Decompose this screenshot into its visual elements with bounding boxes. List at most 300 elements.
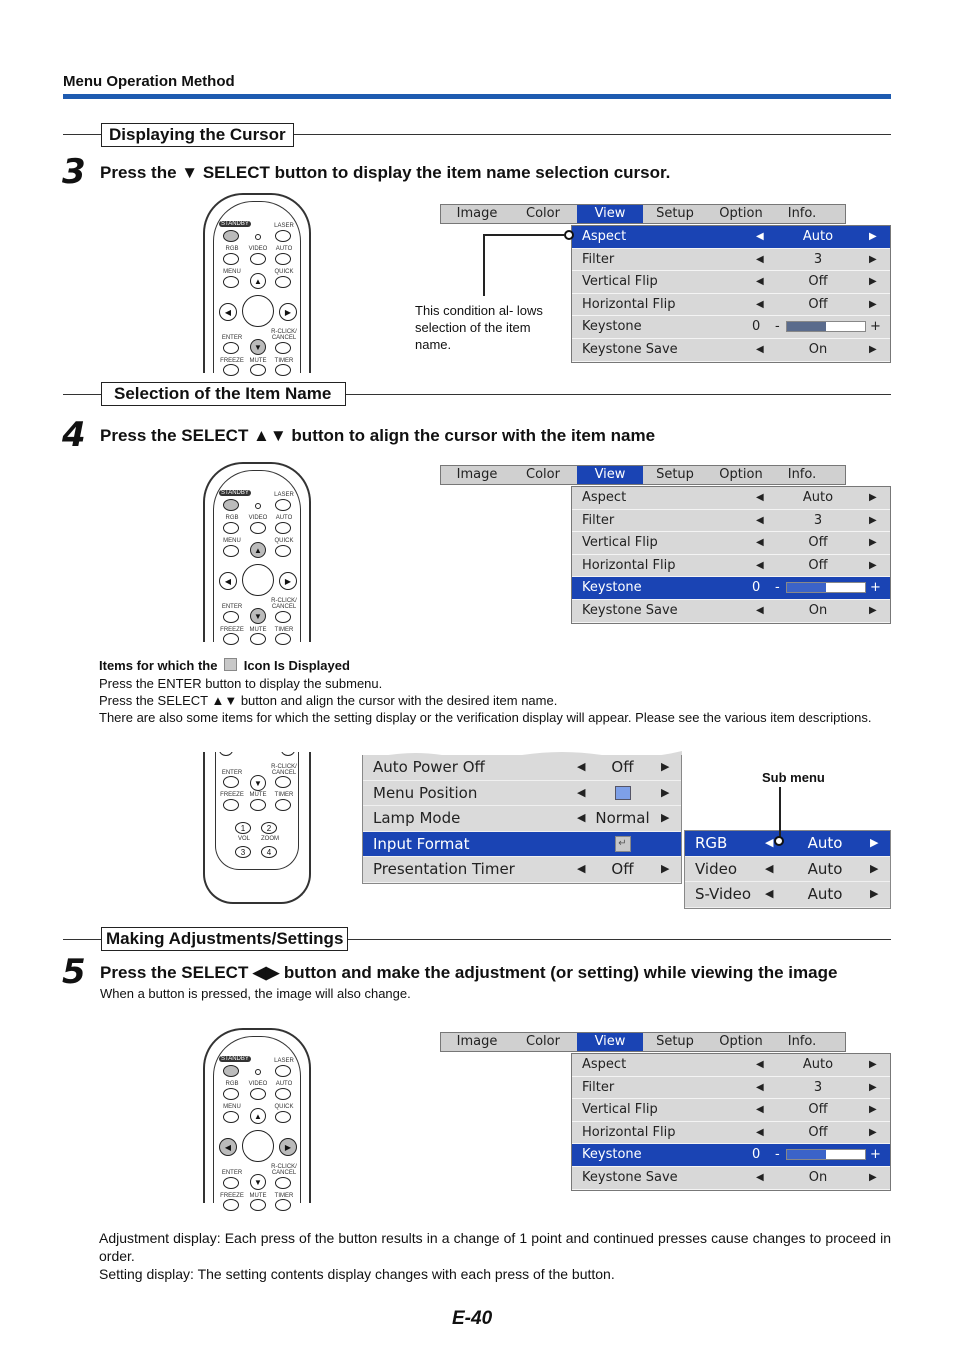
menu-item-label: Menu Position [373, 783, 478, 802]
select-down-button: ▼ [250, 608, 266, 624]
menu-item-value: On [808, 602, 828, 618]
remote-label-timer: TIMER [274, 1193, 294, 1199]
right-arrow-icon: ▶ [661, 862, 670, 876]
auto-button [275, 522, 291, 534]
remote-label-video: VIDEO [248, 515, 268, 521]
menu-panel [571, 225, 891, 363]
left-arrow-icon: ◀ [756, 1171, 764, 1183]
key-2-button: 2 [261, 822, 277, 834]
icon-items-line: Press the ENTER button to display the submenu. [99, 676, 383, 691]
menu-row [572, 249, 890, 272]
left-arrow-icon: ◀ [756, 1104, 764, 1116]
remote-label-rclick: R-CLICK/ CANCEL [271, 329, 297, 341]
remote-label-laser: LASER [274, 223, 294, 229]
right-arrow-icon: ▶ [661, 811, 670, 825]
remote-label-timer: TIMER [274, 627, 294, 633]
menu-row [572, 316, 890, 339]
option-menu-panel [362, 749, 682, 877]
callout-line [483, 234, 565, 236]
left-arrow-icon: ◀ [765, 861, 774, 875]
menu-tab-option: Option [719, 1034, 763, 1049]
select-right-button: ▶ [279, 303, 297, 321]
remote-label-menu: MENU [223, 269, 241, 275]
remote-label-rclick: R-CLICK/ CANCEL [271, 764, 297, 776]
menu-tab-view: View [577, 1033, 643, 1051]
menu-row [572, 1122, 890, 1145]
timer-button [275, 1199, 291, 1211]
remote-label-vol: VOL [237, 836, 250, 842]
menu-item-label: Auto Power Off [373, 758, 485, 776]
menu-button [223, 545, 239, 557]
keystone-value: 0 [752, 1147, 761, 1163]
menu-item-label: Keystone [582, 319, 642, 335]
rclick-button [275, 1177, 291, 1189]
section-title-adjust: Making Adjustments/Settings [101, 927, 348, 951]
remote-label-mute: MUTE [249, 627, 267, 633]
remote-label-quick: QUICK [274, 1104, 294, 1110]
remote-control [203, 462, 311, 642]
option-menu-row [363, 857, 681, 883]
menu-item-value: Auto [802, 229, 834, 244]
menu-item-label: Keystone Save [582, 602, 678, 618]
submenu-row [685, 882, 890, 908]
menu-item-label: Horizontal Flip [582, 1124, 676, 1140]
select-up-button: ▲ [250, 542, 266, 558]
right-arrow-icon: ▶ [869, 604, 877, 616]
rclick-button [275, 342, 291, 354]
menu-item-value: Off [808, 1124, 828, 1140]
left-arrow-icon: ◀ [756, 298, 764, 310]
laser-button [275, 1065, 291, 1077]
menu-item-value: Auto [802, 490, 834, 505]
footer-paragraph: Setting display: The setting contents display changes with each press of the button. [99, 1266, 615, 1282]
remote-label-laser: LASER [274, 492, 294, 498]
menu-item-label: Keystone Save [582, 341, 678, 357]
remote-label-video: VIDEO [248, 1081, 268, 1087]
menu-item-value: 3 [813, 512, 823, 528]
menu-item-label: Horizontal Flip [582, 557, 676, 573]
menu-row [572, 271, 890, 294]
submenu-panel [684, 830, 891, 909]
menu-row [572, 487, 890, 510]
menu-item-value: Off [808, 535, 828, 551]
right-arrow-icon: ▶ [870, 861, 879, 875]
section-title-item-name: Selection of the Item Name [101, 382, 346, 406]
select-up-button: ▲ [250, 273, 266, 289]
remote-label-rclick: R-CLICK/ CANCEL [271, 598, 297, 610]
timer-button [275, 799, 291, 811]
header-rule [63, 94, 891, 99]
mute-button [250, 364, 266, 376]
menu-item-label: Aspect [582, 1057, 627, 1072]
remote-label-timer: TIMER [274, 792, 294, 798]
remote-label-auto: AUTO [275, 246, 293, 252]
rgb-button [223, 522, 239, 534]
menu-tab-option: Option [719, 206, 763, 221]
menu-item-value: Auto [802, 1057, 834, 1072]
left-arrow-icon: ◀ [756, 604, 764, 616]
submenu-item-label: S-Video [695, 885, 752, 904]
enter-button [223, 1177, 239, 1189]
remote-label-rgb: RGB [225, 246, 239, 252]
menu-row [572, 1099, 890, 1122]
icon-items-line: Press the SELECT ▲▼ button and align the cursor with the desired item name. [99, 693, 558, 708]
rgb-button [223, 253, 239, 265]
menu-tab-option: Option [719, 467, 763, 482]
right-arrow-icon: ▶ [869, 253, 877, 265]
right-arrow-icon: ▶ [869, 492, 877, 503]
keystone-slider [786, 582, 866, 593]
icon-items-line: There are also some items for which the setting display or the verification display will appear. Please see the various item descriptions. [99, 710, 872, 725]
menu-tab-bar [440, 465, 846, 485]
video-button [250, 522, 266, 534]
freeze-button [223, 1199, 239, 1211]
left-arrow-icon: ◀ [756, 1059, 764, 1070]
step-text: Press the SELECT ◀▶ button and make the adjustment (or setting) while viewing the image [100, 963, 838, 982]
remote-label-mute: MUTE [249, 792, 267, 798]
select-left-button: ◀ [219, 1138, 237, 1156]
menu-item-value: Off [808, 1102, 828, 1118]
page-number: E-40 [452, 1308, 493, 1329]
menu-tab-color: Color [526, 467, 560, 482]
remote-control [203, 752, 311, 904]
menu-item-label: Vertical Flip [582, 274, 658, 290]
menu-tab-info: Info. [787, 206, 817, 221]
submenu-item-label: Video [695, 859, 738, 878]
menu-row [572, 294, 890, 317]
right-arrow-icon: ▶ [869, 1126, 877, 1138]
select-right-button: ▶ [279, 572, 297, 590]
menu-tab-color: Color [526, 1034, 560, 1049]
remote-label-standby: STANDBY [221, 490, 249, 496]
menu-row [572, 532, 890, 555]
footer-paragraph: Adjustment display: Each press of the button results in a change of 1 point and continued presses cause changes to proceed in order. [99, 1230, 891, 1264]
left-arrow-icon: ◀ [765, 836, 774, 849]
remote-label-rgb: RGB [225, 1081, 239, 1087]
menu-item-value: On [808, 1169, 828, 1185]
left-arrow-icon: ◀ [756, 492, 764, 503]
remote-label-freeze: FREEZE [220, 792, 244, 798]
right-arrow-icon: ▶ [869, 1104, 877, 1116]
auto-button [275, 253, 291, 265]
icon-items-title-post: Icon Is Displayed [243, 658, 350, 673]
menu-item-value: Normal [595, 809, 650, 828]
menu-tab-color: Color [526, 206, 560, 221]
left-arrow-icon: ◀ [756, 514, 764, 526]
remote-label-enter: ENTER [221, 1170, 243, 1176]
freeze-button [223, 633, 239, 645]
menu-row [572, 555, 890, 578]
remote-label-quick: QUICK [274, 538, 294, 544]
laser-button [275, 499, 291, 511]
mute-button [250, 799, 266, 811]
keystone-plus: + [870, 1147, 881, 1163]
select-down-button: ▼ [250, 775, 266, 791]
submenu-row [685, 857, 890, 883]
remote-label-enter: ENTER [221, 335, 243, 341]
menu-item-label: Presentation Timer [373, 860, 515, 879]
right-arrow-icon: ▶ [869, 343, 877, 355]
section-title-cursor: Displaying the Cursor [101, 123, 294, 147]
menu-item-label: Lamp Mode [373, 809, 461, 828]
rclick-button [275, 776, 291, 788]
menu-panel [571, 486, 891, 624]
menu-item-label: Filter [582, 1079, 615, 1095]
option-menu-row [363, 781, 681, 807]
remote-label-auto: AUTO [275, 1081, 293, 1087]
remote-control [203, 193, 311, 373]
left-arrow-icon: ◀ [756, 559, 764, 571]
submenu-item-value: Auto [807, 859, 843, 878]
menu-item-label: Input Format [373, 834, 470, 853]
remote-label-rclick: R-CLICK/ CANCEL [271, 1164, 297, 1176]
select-right-button: ▶ [279, 1138, 297, 1156]
submenu-icon [224, 658, 237, 671]
rclick-button [275, 611, 291, 623]
keystone-value: 0 [752, 319, 761, 335]
cursor-dot [564, 230, 574, 240]
menu-item-value: Off [808, 557, 828, 573]
keystone-slider-fill [787, 322, 826, 331]
key-1-button: 1 [235, 822, 251, 834]
timer-button [275, 364, 291, 376]
menu-button [223, 276, 239, 288]
enter-joystick [242, 564, 274, 596]
submenu-item-value: Auto [807, 885, 843, 904]
submenu-item-value: Auto [807, 834, 843, 852]
right-arrow-icon: ▶ [869, 276, 877, 288]
icon-items-title-pre: Items for which the [99, 658, 218, 673]
keystone-slider-fill [787, 1150, 826, 1159]
menu-tab-setup: Setup [656, 206, 694, 221]
standby-button [223, 1065, 239, 1077]
icon-items-body [99, 675, 891, 726]
remote-label-enter: ENTER [221, 604, 243, 610]
video-button [250, 253, 266, 265]
remote-label-quick: QUICK [274, 269, 294, 275]
quick-button [275, 1111, 291, 1123]
menu-item-label: Horizontal Flip [582, 296, 676, 312]
menu-item-value: Off [611, 860, 634, 879]
mute-button [250, 633, 266, 645]
menu-item-label: Filter [582, 512, 615, 528]
enter-joystick [242, 1130, 274, 1162]
menu-row [572, 1054, 890, 1077]
enter-button [223, 342, 239, 354]
submenu-label: Sub menu [762, 770, 825, 785]
remote-label-standby: STANDBY [221, 221, 249, 227]
keystone-minus: - [775, 580, 780, 596]
step-number: 4 [62, 415, 86, 455]
callout-line [483, 234, 485, 296]
menu-tab-view: View [577, 205, 643, 223]
right-arrow-icon: ▶ [869, 514, 877, 526]
left-arrow-icon: ◀ [756, 537, 764, 549]
menu-item-label: Vertical Flip [582, 535, 658, 551]
right-arrow-icon: ▶ [661, 785, 670, 799]
remote-label-laser: LASER [274, 1058, 294, 1064]
left-arrow-icon: ◀ [577, 811, 586, 825]
remote-label-video: VIDEO [248, 246, 268, 252]
remote-label-mute: MUTE [249, 1193, 267, 1199]
remote-control [203, 1028, 311, 1203]
menu-item-value: Off [808, 274, 828, 290]
right-arrow-icon: ▶ [869, 559, 877, 571]
menu-row [572, 1077, 890, 1100]
remote-label-auto: AUTO [275, 515, 293, 521]
enter-button [223, 776, 239, 788]
laser-button [275, 230, 291, 242]
remote-label-menu: MENU [223, 1104, 241, 1110]
menu-item-label: Aspect [582, 490, 627, 505]
video-button [250, 1088, 266, 1100]
select-up-button: ▲ [250, 1108, 266, 1124]
left-arrow-icon: ◀ [756, 1126, 764, 1138]
keystone-value: 0 [752, 580, 761, 596]
left-arrow-icon: ◀ [577, 760, 586, 773]
enter-button [223, 611, 239, 623]
indicator-dot [255, 1069, 261, 1075]
menu-position-icon [595, 781, 650, 805]
key-4-button: 4 [261, 846, 277, 858]
menu-tab-info: Info. [787, 467, 817, 482]
remote-label-menu: MENU [223, 538, 241, 544]
option-menu-row [363, 755, 681, 781]
menu-tab-setup: Setup [656, 467, 694, 482]
left-arrow-icon: ◀ [756, 231, 764, 242]
menu-item-value: Off [611, 758, 634, 776]
right-arrow-icon: ▶ [869, 1171, 877, 1183]
keystone-plus: + [870, 319, 881, 335]
select-left-button: ◀ [219, 572, 237, 590]
step-text: Press the ▼ SELECT button to display the item name selection cursor. [100, 163, 671, 182]
remote-label-mute: MUTE [249, 358, 267, 364]
enter-joystick [242, 295, 274, 327]
remote-label-freeze: FREEZE [220, 1193, 244, 1199]
menu-item-label: Keystone [582, 580, 642, 596]
mute-button [250, 1199, 266, 1211]
menu-item-label: Keystone [582, 1147, 642, 1163]
keystone-slider-fill [787, 583, 826, 592]
left-arrow-icon: ◀ [756, 253, 764, 265]
freeze-button [223, 799, 239, 811]
menu-row [572, 339, 890, 362]
key-3-button: 3 [235, 846, 251, 858]
indicator-dot [255, 234, 261, 240]
left-arrow-icon: ◀ [756, 1081, 764, 1093]
menu-item-label: Keystone Save [582, 1169, 678, 1185]
menu-tab-image: Image [456, 206, 498, 221]
menu-item-value: 3 [813, 251, 823, 267]
submenu-icon: ↵ [595, 832, 650, 856]
menu-item-value: On [808, 341, 828, 357]
icon-items-title [99, 657, 350, 674]
menu-item-label: Vertical Flip [582, 1102, 658, 1118]
menu-tab-setup: Setup [656, 1034, 694, 1049]
right-arrow-icon: ▶ [661, 760, 670, 773]
remote-label-zoom: ZOOM [261, 836, 279, 842]
menu-tab-bar [440, 1032, 846, 1052]
option-menu-row [363, 806, 681, 832]
menu-row [572, 577, 890, 600]
auto-button [275, 1088, 291, 1100]
standby-button [223, 230, 239, 242]
select-left-button: ◀ [219, 303, 237, 321]
menu-tab-info: Info. [787, 1034, 817, 1049]
remote-label-freeze: FREEZE [220, 627, 244, 633]
option-menu-row [363, 832, 681, 858]
submenu-item-label: RGB [695, 834, 728, 852]
callout-line [779, 787, 781, 837]
menu-panel [571, 1053, 891, 1191]
left-arrow-icon: ◀ [577, 785, 586, 799]
menu-tab-bar [440, 204, 846, 224]
left-arrow-icon: ◀ [756, 343, 764, 355]
keystone-slider [786, 321, 866, 332]
remote-label-standby: STANDBY [221, 1056, 249, 1062]
left-arrow-icon: ◀ [765, 887, 774, 901]
right-arrow-icon: ▶ [870, 836, 879, 849]
menu-row [572, 600, 890, 623]
keystone-minus: - [775, 1147, 780, 1163]
timer-button [275, 633, 291, 645]
remote-label-timer: TIMER [274, 358, 294, 364]
keystone-plus: + [870, 580, 881, 596]
keystone-slider [786, 1149, 866, 1160]
freeze-button [223, 364, 239, 376]
right-arrow-icon: ▶ [869, 298, 877, 310]
menu-button [223, 1111, 239, 1123]
quick-button [275, 545, 291, 557]
page-header-title: Menu Operation Method [63, 73, 235, 90]
select-down-button: ▼ [250, 339, 266, 355]
callout-note: This condition al- lows selection of the item name. [415, 303, 543, 352]
right-arrow-icon: ▶ [869, 537, 877, 549]
left-arrow-icon: ◀ [756, 276, 764, 288]
remote-label-enter: ENTER [221, 770, 243, 776]
rgb-button [223, 1088, 239, 1100]
standby-button [223, 499, 239, 511]
cursor-dot [774, 836, 784, 846]
menu-row [572, 1167, 890, 1190]
menu-item-label: Filter [582, 251, 615, 267]
right-arrow-icon: ▶ [869, 1059, 877, 1070]
menu-row [572, 510, 890, 533]
menu-item-value: 3 [813, 1079, 823, 1095]
menu-item-value: Off [808, 296, 828, 312]
select-down-button: ▼ [250, 1174, 266, 1190]
left-arrow-icon: ◀ [577, 862, 586, 876]
submenu-row [685, 831, 890, 857]
menu-tab-image: Image [456, 1034, 498, 1049]
step-text: Press the SELECT ▲▼ button to align the cursor with the item name [100, 426, 656, 445]
step-subtext: When a button is pressed, the image will also change. [100, 986, 411, 1001]
quick-button [275, 276, 291, 288]
remote-label-freeze: FREEZE [220, 358, 244, 364]
right-arrow-icon: ▶ [870, 887, 879, 901]
keystone-minus: - [775, 319, 780, 335]
indicator-dot [255, 503, 261, 509]
menu-row [572, 1144, 890, 1167]
menu-item-label: Aspect [582, 229, 627, 244]
remote-label-rgb: RGB [225, 515, 239, 521]
menu-tab-image: Image [456, 467, 498, 482]
step-number: 5 [62, 952, 86, 992]
menu-row [572, 226, 890, 249]
menu-tab-view: View [577, 466, 643, 484]
right-arrow-icon: ▶ [869, 231, 877, 242]
step-number: 3 [62, 152, 86, 192]
